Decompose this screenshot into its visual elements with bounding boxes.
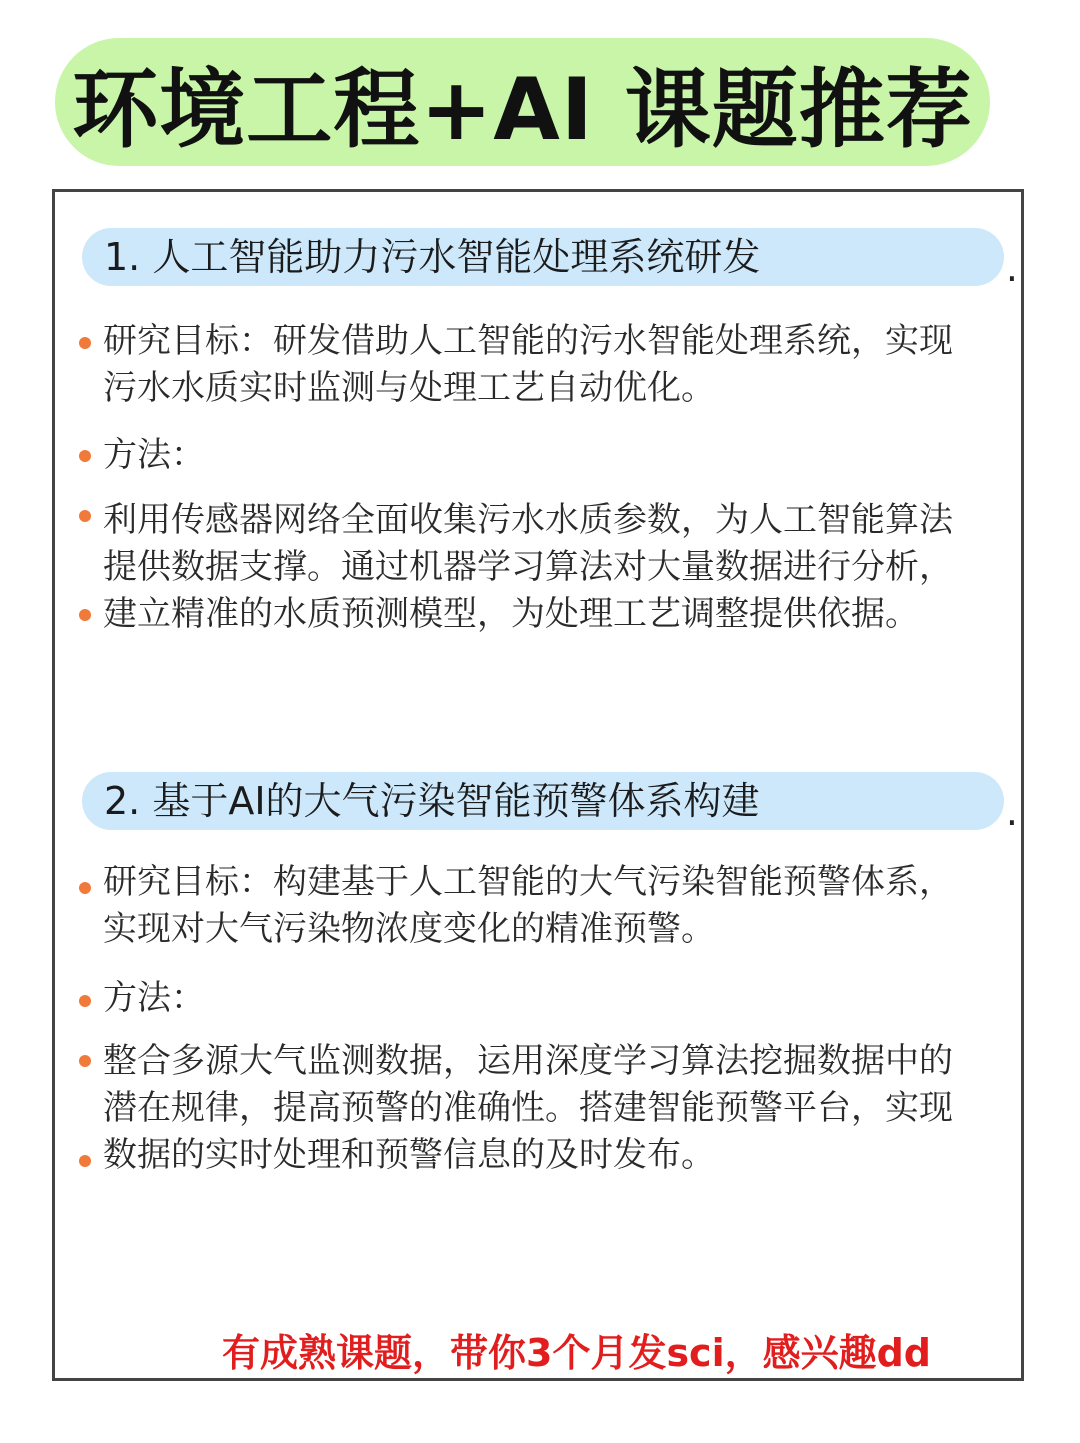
section-2-heading [82, 772, 1018, 834]
section-1-method-text: 利用传感器网络全面收集污水水质参数，为人工智能算法提供数据支撑。通过机器学习算法对大量数据进行分析，建立精准的水质预测模型，为处理工艺调整提供依据。 [103, 500, 953, 634]
bullet-dot [79, 882, 91, 894]
bullet-dot [79, 1155, 91, 1167]
bullet-dot [79, 609, 91, 621]
bullet-dot [79, 995, 91, 1007]
section-2-method-label: 方法： [103, 978, 205, 1018]
section-2-method-text: 整合多源大气监测数据，运用深度学习算法挖掘数据中的潜在规律，提高预警的准确性。搭建智能预警平台，实现数据的实时处理和预警信息的及时发布。 [103, 1041, 953, 1175]
footer-promo: 有成熟课题，带你3个月发sci，感兴趣dd [222, 1331, 932, 1375]
heading-dot: . [1005, 246, 1018, 290]
bullet-dot [79, 1055, 91, 1067]
bullet-dot [79, 450, 91, 462]
page-title: 环境工程+AI 课题推荐 [72, 60, 973, 160]
section-2-goal: 研究目标：构建基于人工智能的大气污染智能预警体系，实现对大气污染物浓度变化的精准预警。 [103, 862, 953, 949]
section-1-method-label: 方法： [103, 435, 205, 475]
bullet-dot [79, 337, 91, 349]
section-1-goal: 研究目标：研发借助人工智能的污水智能处理系统，实现污水水质实时监测与处理工艺自动优化。 [103, 321, 953, 408]
section-2-heading-text: 2. 基于AI的大气污染智能预警体系构建 [104, 779, 760, 823]
section-1-heading [82, 228, 1018, 290]
bullet-dot [79, 510, 91, 522]
heading-dot: . [1005, 790, 1018, 834]
section-1-heading-text: 1. 人工智能助力污水智能处理系统研发 [104, 235, 761, 279]
